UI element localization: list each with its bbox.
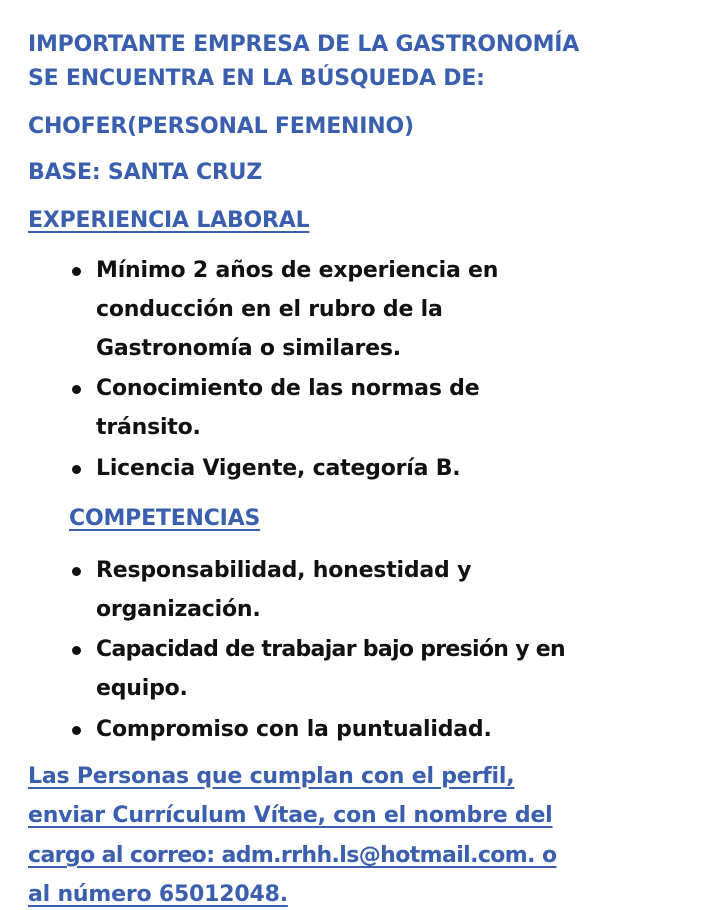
list-item-line: equipo. [96, 676, 188, 701]
job-title: CHOFER(PERSONAL FEMENINO) [28, 114, 414, 139]
bullet-icon [72, 567, 81, 576]
job-base: BASE: SANTA CRUZ [28, 160, 263, 185]
list-item-line: Responsabilidad, honestidad y [96, 558, 472, 583]
list-item-line: conducción en el rubro de la [96, 297, 443, 322]
bullet-icon [72, 267, 81, 276]
bullet-icon [72, 726, 81, 735]
contact-line: Las Personas que cumplan con el perfil, [28, 764, 515, 789]
contact-phone-line[interactable]: al número 65012048. [28, 882, 288, 907]
competencies-heading: COMPETENCIAS [69, 506, 261, 531]
header-line-1: IMPORTANTE EMPRESA DE LA GASTRONOMÍA [28, 32, 580, 57]
list-item-line: tránsito. [96, 415, 201, 440]
experience-heading: EXPERIENCIA LABORAL [28, 208, 310, 233]
list-item-line: Licencia Vigente, categoría B. [96, 456, 461, 481]
list-item-line: Gastronomía o similares. [96, 336, 401, 361]
contact-email-line[interactable]: cargo al correo: adm.rrhh.ls@hotmail.com. o [28, 843, 557, 868]
list-item-line: Compromiso con la puntualidad. [96, 717, 492, 742]
header-line-2: SE ENCUENTRA EN LA BÚSQUEDA DE: [28, 66, 485, 91]
list-item-line: Capacidad de trabajar bajo presión y en [96, 637, 565, 662]
bullet-icon [72, 646, 81, 655]
list-item-line: Conocimiento de las normas de [96, 376, 480, 401]
bullet-icon [72, 465, 81, 474]
bullet-icon [72, 385, 81, 394]
list-item-line: Mínimo 2 años de experiencia en [96, 258, 499, 283]
list-item-line: organización. [96, 597, 261, 622]
contact-line: enviar Currículum Vítae, con el nombre del [28, 803, 553, 828]
